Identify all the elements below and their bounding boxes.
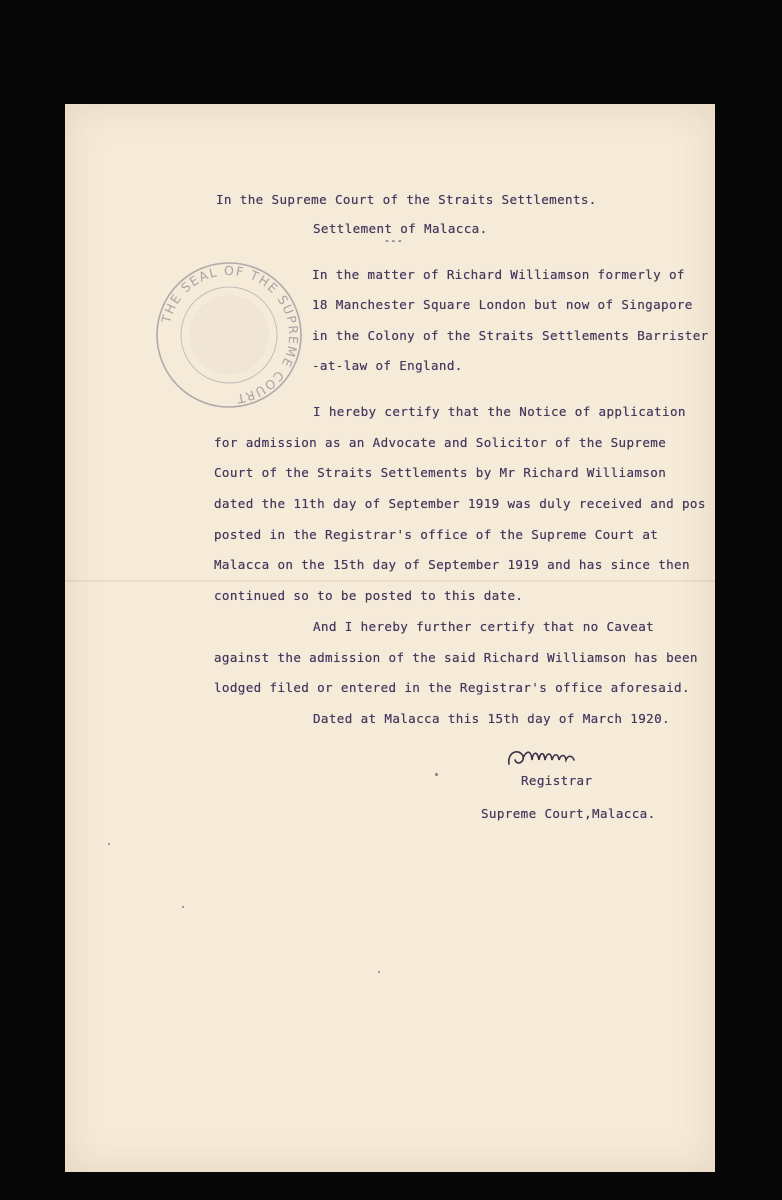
matter-line: In the matter of Richard Williamson formerly of: [312, 267, 685, 282]
dated-line: Dated at Malacca this 15th day of March 1920.: [313, 711, 670, 726]
document-heading: In the Supreme Court of the Straits Settlements.: [216, 192, 597, 207]
body-line: for admission as an Advocate and Solicitor of the Supreme: [214, 435, 667, 450]
matter-line: in the Colony of the Straits Settlements Barrister: [312, 328, 709, 343]
further-line: And I hereby further certify that no Caveat: [313, 619, 655, 634]
signature-title: Registrar: [521, 773, 593, 788]
further-line: against the admission of the said Richard Williamson has been: [214, 650, 698, 665]
svg-text:THE SEAL OF THE SUPREME COURT: THE SEAL OF THE SUPREME COURT: [158, 262, 302, 407]
paper-speck: [378, 971, 380, 973]
signature-court: Supreme Court,Malacca.: [481, 806, 656, 821]
document-subheading: Settlement of Malacca.: [313, 221, 488, 236]
registrar-signature: [505, 742, 587, 772]
further-line: lodged filed or entered in the Registrar's office aforesaid.: [214, 680, 690, 695]
matter-line: 18 Manchester Square London but now of Singapore: [312, 297, 693, 312]
paper-speck: [435, 773, 438, 776]
body-line: I hereby certify that the Notice of application: [313, 404, 686, 419]
court-seal: [153, 260, 305, 410]
body-line: Court of the Straits Settlements by Mr Richard Williamson: [214, 465, 667, 480]
paper-speck: [108, 843, 110, 845]
body-line: posted in the Registrar's office of the Supreme Court at: [214, 527, 659, 542]
body-line: dated the 11th day of September 1919 was duly received and pos: [214, 496, 706, 511]
body-line: continued so to be posted to this date.: [214, 588, 524, 603]
body-line: Malacca on the 15th day of September 1919 and has since then: [214, 557, 690, 572]
heading-rule: ---: [384, 236, 404, 247]
paper-speck: [182, 906, 184, 908]
matter-line: -at-law of England.: [312, 358, 463, 373]
